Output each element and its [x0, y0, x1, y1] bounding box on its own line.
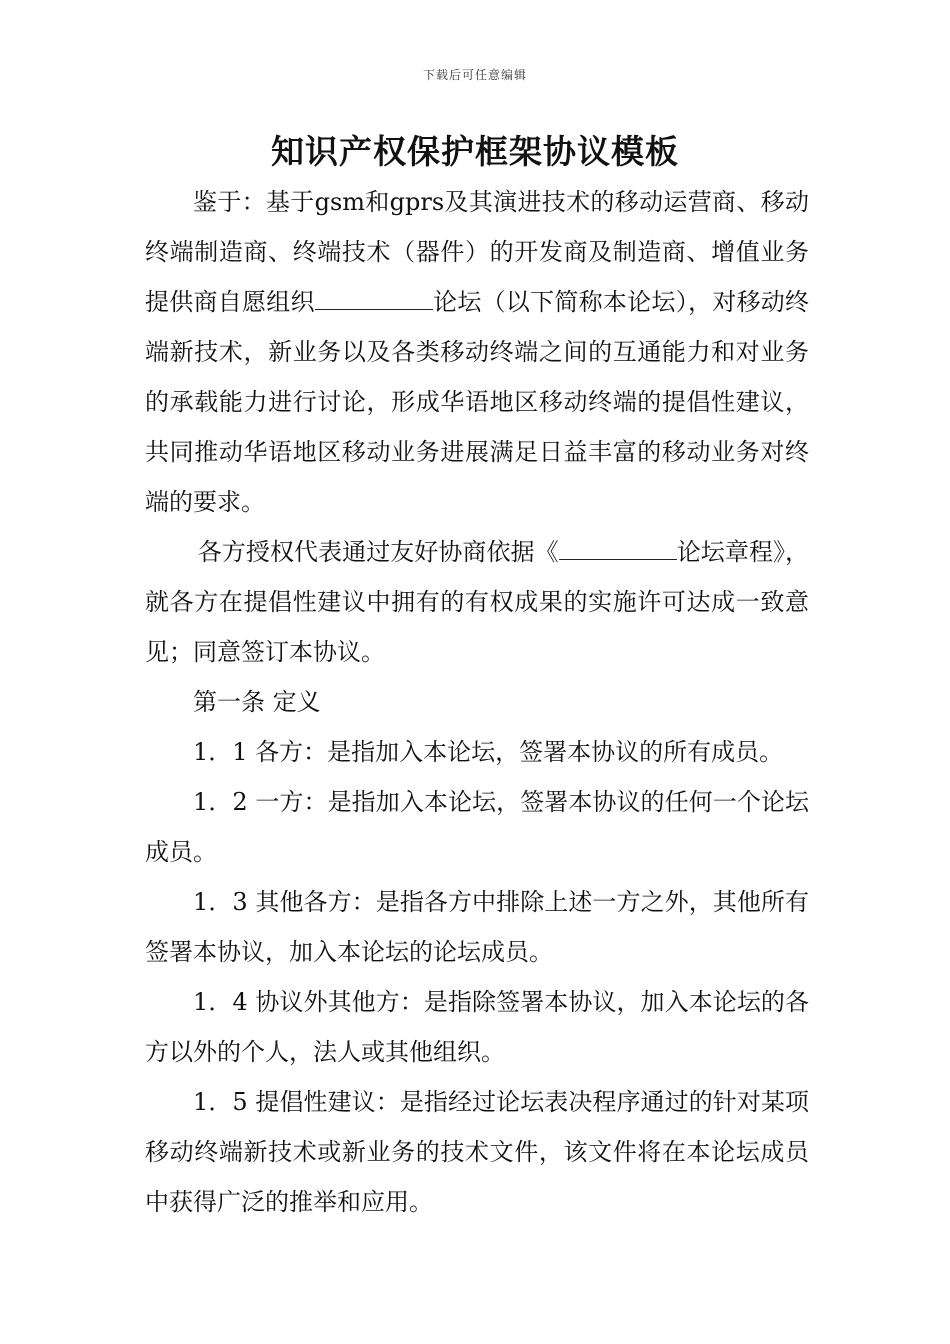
- definition-item: 1．4 协议外其他方：是指除签署本协议，加入本论坛的各方以外的个人，法人或其他组织。: [145, 988, 809, 1066]
- header-note: 下载后可任意编辑: [422, 68, 527, 82]
- article-1-heading: 第一条 定义: [193, 688, 321, 716]
- preamble-paragraph-1: [145, 177, 809, 527]
- definition-item: 1．5 提倡性建议：是指经过论坛表决程序通过的针对某项移动终端新技术或新业务的技术文件，该文件将在本论坛成员中获得广泛的推举和应用。: [145, 1088, 809, 1216]
- definition-item: 1．3 其他各方：是指各方中排除上述一方之外，其他所有签署本协议，加入本论坛的论坛成员。: [145, 888, 809, 966]
- preamble-1-text-a: 鉴于：基于gsm和gprs及其演进技术的移动运营商、移动终端制造商、终端技术（器件）的开发商及制造商、增值业务提供商自愿组织: [145, 188, 809, 316]
- preamble-2-text-a: 各方授权代表通过友好协商依据《: [197, 538, 559, 566]
- document-body: [145, 177, 809, 1227]
- definition-item: 1．1 各方：是指加入本论坛，签署本协议的所有成员。: [193, 738, 784, 766]
- forum-charter-blank: [559, 531, 677, 560]
- preamble-paragraph-2: [145, 527, 809, 677]
- forum-name-blank: [315, 281, 433, 310]
- preamble-2-text-b: 论坛章程》，就各方在提倡性建议中拥有的有权成果的实施许可达成一致意见；同意签订本协议。: [145, 538, 809, 666]
- preamble-1-text-b: 论坛（以下简称本论坛），对移动终端新技术，新业务以及各类移动终端之间的互通能力和对业务的承载能力进行讨论，形成华语地区移动终端的提倡性建议，共同推动华语地区移动业务进展满足日益丰富的移动业务对终端的要求。: [145, 288, 810, 516]
- definition-item: 1．2 一方：是指加入本论坛，签署本协议的任何一个论坛成员。: [145, 788, 809, 866]
- document-title: 知识产权保护框架协议模板: [271, 132, 679, 171]
